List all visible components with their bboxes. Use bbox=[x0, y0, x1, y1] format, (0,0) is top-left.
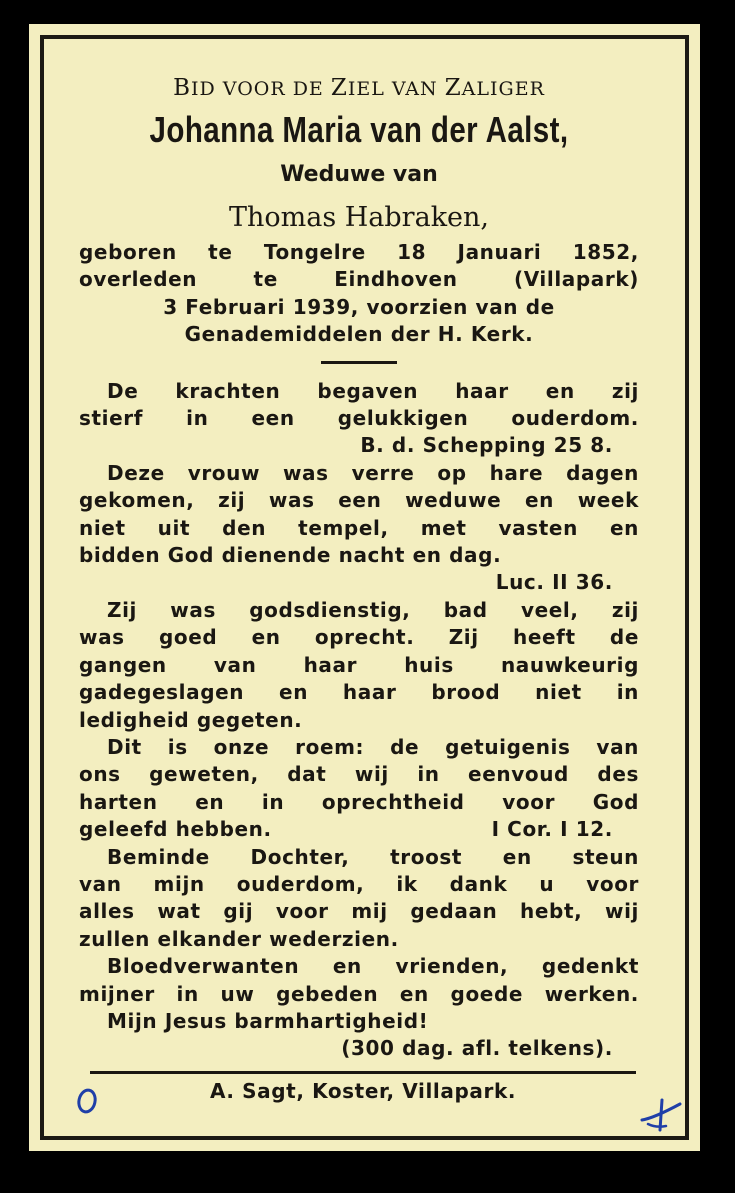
passage-line: De krachten begaven haar en zij bbox=[107, 378, 639, 403]
bio-line: geboren te Tongelre 18 Januari 1852, bbox=[79, 240, 639, 264]
biography bbox=[79, 239, 639, 349]
scripture-reference: I Cor. I 12. bbox=[491, 817, 613, 842]
footer-divider bbox=[90, 1071, 636, 1074]
handwritten-cross-mark-icon bbox=[640, 1096, 684, 1134]
husband-name: Thomas Habraken, bbox=[228, 202, 490, 233]
passage-line: ons geweten, dat wij in eenvoud des bbox=[79, 762, 639, 787]
closing-prayer: Mijn Jesus barmhartigheid! bbox=[107, 1008, 429, 1033]
bio-line: overleden te Eindhoven (Villapark) bbox=[79, 267, 639, 292]
bio-line: 3 Februari 1939, voorzien van de bbox=[163, 294, 555, 319]
passage-line: Bloedverwanten en vrienden, gedenkt bbox=[107, 954, 639, 979]
widow-of-label: Weduwe van bbox=[280, 162, 438, 187]
passage-line: Beminde Dochter, troost en steun bbox=[107, 844, 639, 869]
passage-line: niet uit den tempel, met vasten en bbox=[79, 515, 639, 540]
passage-line: Deze vrouw was verre op hare dagen bbox=[107, 460, 639, 485]
passage-line: gangen van haar huis nauwkeurig bbox=[79, 652, 639, 677]
passage-line: mijner in uw gebeden en goede werken. bbox=[79, 981, 639, 1006]
passage-3 bbox=[79, 597, 639, 734]
passage-line: harten en in oprechtheid voor God bbox=[79, 789, 639, 814]
passage-2 bbox=[79, 460, 639, 597]
passage-line: gadegeslagen en haar brood niet in bbox=[79, 680, 639, 705]
passage-line: bidden God dienende nacht en dag. bbox=[79, 543, 502, 568]
printer-credit: A. Sagt, Koster, Villapark. bbox=[209, 1079, 517, 1103]
passage-line-text: geleefd hebben. bbox=[79, 817, 272, 842]
passage-line: alles wat gij voor mij gedaan hebt, wij bbox=[79, 899, 639, 924]
divider bbox=[321, 361, 397, 364]
passage-line: was goed en oprecht. Zij heeft de bbox=[79, 625, 639, 650]
memorial-card bbox=[29, 24, 700, 1151]
passage-line: van mijn ouderdom, ik dank u voor bbox=[79, 871, 639, 896]
scripture-reference: B. d. Schepping 25 8. bbox=[360, 433, 613, 458]
passage-line: gekomen, zij was een weduwe en week bbox=[79, 488, 639, 513]
bio-line: Genademiddelen der H. Kerk. bbox=[184, 322, 534, 347]
passage-line: Dit is onze roem: de getuigenis van bbox=[107, 734, 639, 759]
passage-line: ledigheid gegeten. bbox=[79, 707, 303, 732]
passage-line bbox=[79, 816, 639, 843]
indulgence-note: (300 dag. afl. telkens). bbox=[341, 1036, 613, 1061]
passage-line: zullen elkander wederzien. bbox=[79, 926, 399, 951]
deceased-name: Johanna Maria van der Aalst, bbox=[149, 109, 569, 150]
heading: BID VOOR DE ZIEL VAN ZALIGER bbox=[173, 75, 545, 101]
card-text bbox=[79, 64, 639, 1063]
passage-1 bbox=[79, 378, 639, 460]
passage-line: Zij was godsdienstig, bad veel, zij bbox=[107, 597, 639, 622]
passage-5 bbox=[79, 844, 639, 954]
scripture-reference: Luc. II 36. bbox=[495, 570, 613, 595]
handwritten-o-mark-icon bbox=[72, 1086, 102, 1116]
passage-4 bbox=[79, 734, 639, 844]
passage-6 bbox=[79, 953, 639, 1008]
passage-line: stierf in een gelukkigen ouderdom. bbox=[79, 406, 639, 431]
